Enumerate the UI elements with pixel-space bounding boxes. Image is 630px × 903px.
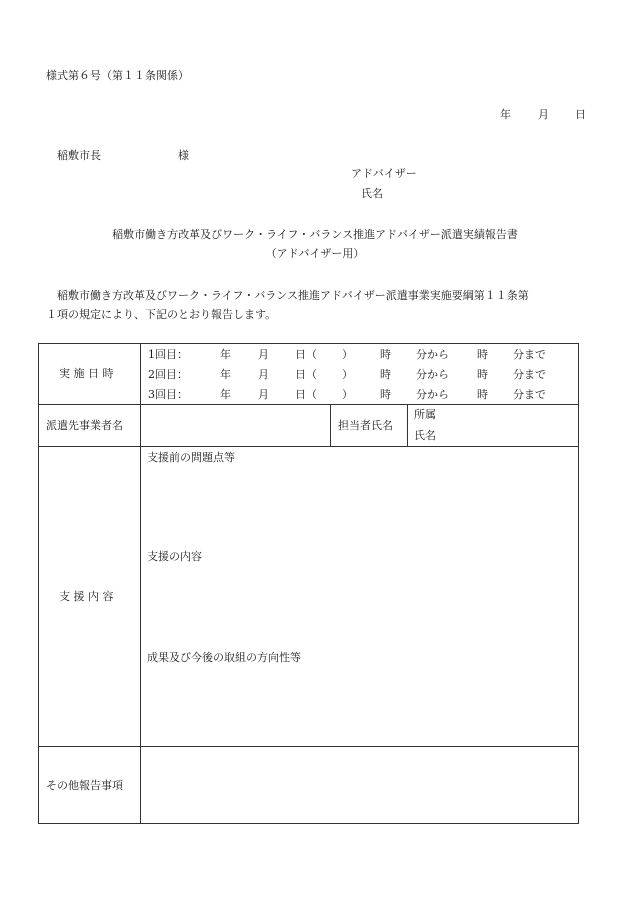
schedule-year: 年: [220, 348, 231, 361]
affiliation-label: 所属: [414, 408, 436, 421]
schedule-index: 1回目：: [148, 348, 188, 361]
addressee-name: 稲敷市長: [57, 149, 101, 162]
support-problems-label: 支援前の問題点等: [147, 451, 235, 464]
other-report-field[interactable]: [141, 747, 578, 823]
schedule-until: 分まで: [513, 388, 546, 401]
schedule-hour: 時: [380, 368, 391, 381]
schedule-close: ）: [342, 368, 353, 381]
report-table: [38, 343, 579, 824]
contact-name-label: 氏名: [414, 429, 436, 442]
company-label: 派遣先事業者名: [46, 419, 123, 432]
advisor-role: アドバイザー: [351, 167, 417, 180]
schedule-hour: 時: [380, 388, 391, 401]
schedule-from: 分から: [416, 388, 449, 401]
document-title: 稲敷市働き方改革及びワーク・ライフ・バランス推進アドバイザー派遣実績報告書: [112, 228, 518, 241]
other-report-label: その他報告事項: [46, 779, 123, 792]
schedule-until: 分まで: [513, 368, 546, 381]
date-day-label: 日: [575, 108, 586, 121]
schedule-hour-end: 時: [477, 348, 488, 361]
document-subtitle: （アドバイザー用）: [265, 247, 365, 260]
form-number: 様式第６号（第１１条関係）: [46, 69, 189, 82]
schedule-hour: 時: [380, 348, 391, 361]
schedule-close: ）: [342, 388, 353, 401]
schedule-from: 分から: [416, 348, 449, 361]
schedule-month: 月: [258, 388, 269, 401]
advisor-name-label: 氏名: [361, 187, 383, 200]
schedule-day: 日（: [295, 348, 317, 361]
schedule-month: 月: [258, 368, 269, 381]
schedule-day: 日（: [295, 368, 317, 381]
schedule-year: 年: [220, 388, 231, 401]
intro-line-1: 稲敷市働き方改革及びワーク・ライフ・バランス推進アドバイザー派遣事業実施要綱第１１条第: [57, 289, 529, 302]
table-divider: [407, 404, 408, 446]
support-content-label: 支援の内容: [147, 550, 202, 563]
schedule-hour-end: 時: [477, 388, 488, 401]
schedule-label: 実 施 日 時: [59, 367, 114, 380]
support-label: 支 援 内 容: [59, 590, 114, 603]
table-divider: [330, 404, 331, 446]
schedule-index: 3回目：: [148, 388, 188, 401]
date-year-label: 年: [500, 108, 511, 121]
schedule-hour-end: 時: [477, 368, 488, 381]
schedule-from: 分から: [416, 368, 449, 381]
contact-label: 担当者氏名: [338, 419, 393, 432]
schedule-day: 日（: [295, 388, 317, 401]
date-month-label: 月: [538, 108, 549, 121]
schedule-until: 分まで: [513, 348, 546, 361]
support-results-label: 成果及び今後の取組の方向性等: [147, 651, 301, 664]
schedule-index: 2回目：: [148, 368, 188, 381]
company-name-field[interactable]: [141, 405, 330, 446]
intro-line-2: １項の規定により、下記のとおり報告します。: [46, 308, 277, 321]
schedule-year: 年: [220, 368, 231, 381]
schedule-month: 月: [258, 348, 269, 361]
schedule-close: ）: [342, 348, 353, 361]
table-divider: [39, 446, 578, 447]
addressee-honorific: 様: [178, 149, 189, 162]
